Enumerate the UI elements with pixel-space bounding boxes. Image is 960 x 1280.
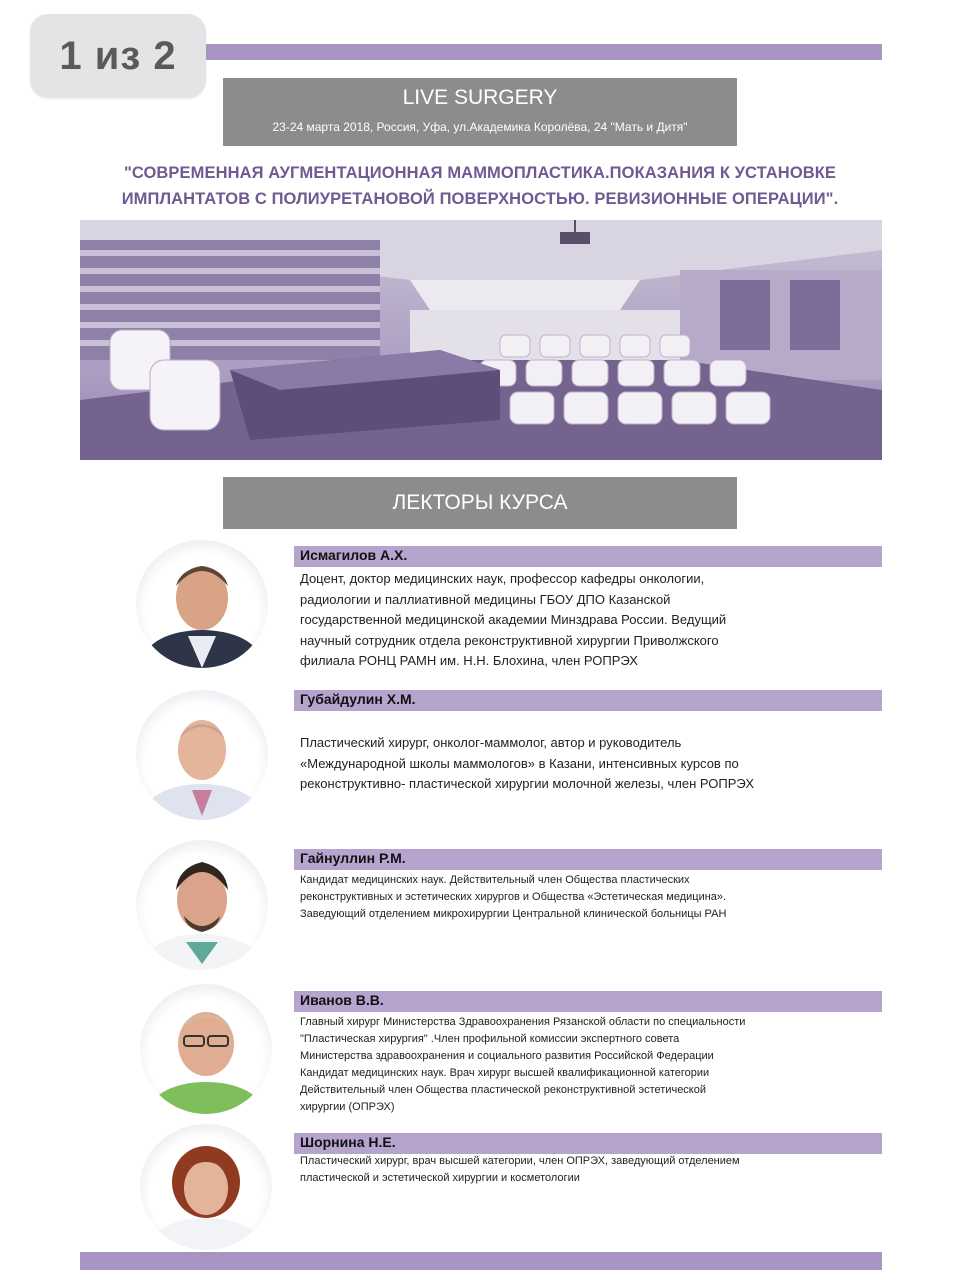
- portrait-icon: [136, 540, 268, 668]
- lecturer-name: Шорнина Н.Е.: [300, 1134, 396, 1150]
- portrait-icon: [136, 690, 268, 820]
- course-title: [80, 160, 880, 212]
- lecturer-photo: [136, 840, 268, 970]
- lecturer-photo: [136, 540, 268, 668]
- section-title: ЛЕКТОРЫ КУРСА: [223, 477, 737, 529]
- event-header: [223, 78, 737, 146]
- lecturer-photo: [136, 690, 268, 820]
- lecturer-description: Доцент, доктор медицинских наук, профессор кафедры онкологии, радиологии и паллиативной медицины ГБОУ ДПО Казанской государственной медицинской академии Минздрава России. Ведущий научный сотрудник отдела реконструктивной хирургии Приволжского филиала РОНЦ РАМН им. Н.Н. Блохина, член РОПРЭХ: [300, 571, 727, 668]
- conference-hall-photo: [80, 220, 882, 460]
- lecturer-photo: [140, 1124, 272, 1250]
- lecturer-name-bar: [294, 690, 882, 711]
- lecturer-description: Пластический хирург, онколог-маммолог, автор и руководитель «Международной школы маммологов» в Казани, интенсивных курсов по реконструктивно- пластической хирургии молочной железы, член РОПРЭХ: [300, 735, 754, 791]
- course-title-text: "СОВРЕМЕННАЯ АУГМЕНТАЦИОННАЯ МАММОПЛАСТИКА.ПОКАЗАНИЯ К УСТАНОВКЕ ИМПЛАНТАТОВ С ПОЛИУРЕТАНОВОЙ ПОВЕРХНОСТЬЮ. РЕВИЗИОННЫЕ ОПЕРАЦИИ".: [121, 164, 839, 208]
- lecturer-name: Иванов В.В.: [300, 992, 384, 1008]
- page-indicator-text: 1 из 2: [59, 33, 177, 78]
- lecturer-name: Губайдулин Х.М.: [300, 691, 416, 707]
- portrait-icon: [140, 984, 272, 1114]
- portrait-icon: [140, 1124, 272, 1250]
- bottom-decorative-stripe: [80, 1252, 882, 1270]
- event-title: LIVE SURGERY: [402, 86, 558, 109]
- lecturer-description: Кандидат медицинских наук. Действительный член Общества пластических реконструктивных и эстетических хирургов и Общества «Эстетическая медицина». Заведующий отделением микрохирургии Центральной клинической больницы РАН: [300, 874, 727, 920]
- lecturer-name-bar: [294, 1133, 882, 1154]
- portrait-icon: [136, 840, 268, 970]
- lecturer-name: Исмагилов А.Х.: [300, 547, 408, 563]
- lecturer-name: Гайнуллин Р.М.: [300, 850, 406, 866]
- event-details: 23-24 марта 2018, Россия, Уфа, ул.Академика Королёва, 24 "Мать и Дитя": [272, 120, 688, 134]
- lecturer-name-bar: [294, 546, 882, 567]
- lecturer-description: Главный хирург Министерства Здравоохранения Рязанской области по специальности "Пластическая хирургия" .Член профильной комиссии экспертного совета Министерства здравоохранения и социального развития Российской Федерации Кандидат медицинских наук. Врач хирург высшей квалификационной категории Действительный член Общества пластической реконструктивной эстетической хирургии (ОПРЭХ): [300, 1016, 746, 1113]
- lecturer-name-bar: [294, 991, 882, 1012]
- lecturer-name-bar: [294, 849, 882, 870]
- lecturer-description: Пластический хирург, врач высшей категории, член ОПРЭХ, заведующий отделением пластической и эстетической хирургии и косметологии: [300, 1155, 740, 1184]
- conference-hall-illustration: [80, 220, 882, 460]
- lecturer-photo: [140, 984, 272, 1114]
- top-decorative-stripe: [206, 44, 882, 60]
- page-indicator: [30, 14, 206, 98]
